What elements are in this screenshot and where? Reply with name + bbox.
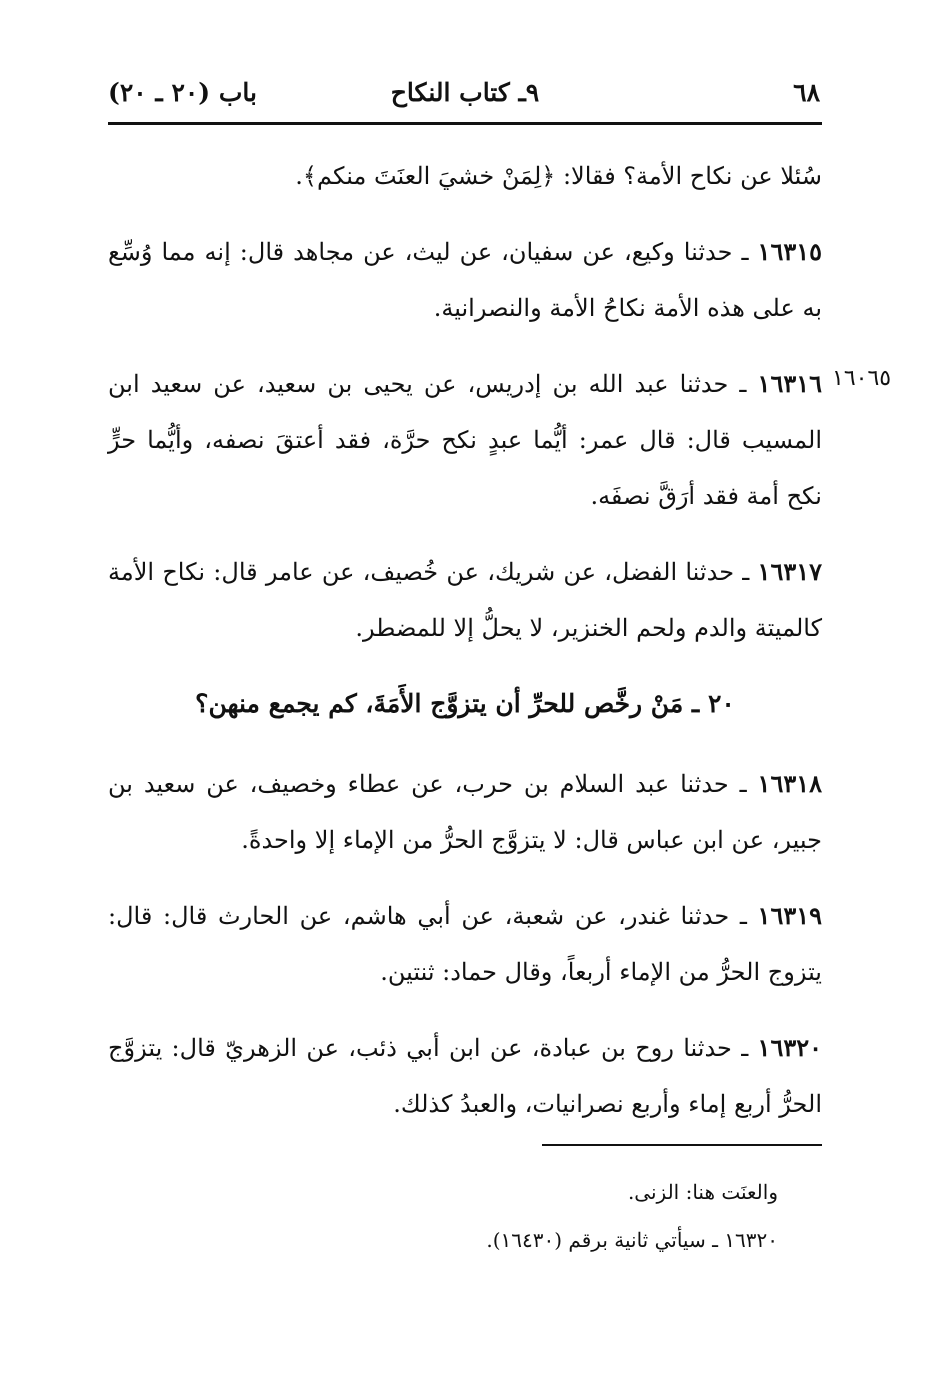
hadith-number: ١٦٣١٦ (757, 369, 822, 398)
hadith-16319 (108, 888, 822, 1000)
chapter-heading: ٢٠ ـ مَنْ رخَّص للحرِّ أن يتزوَّج الأَمَةَ، كم يجمع منهن؟ (195, 689, 735, 718)
section-reference: باب (٢٠ ـ ٢٠) (108, 78, 257, 107)
hadith-16316 (108, 356, 822, 524)
hadith-16315 (108, 224, 822, 336)
footnote-2: ١٦٣٢٠ ـ سيأتي ثانية برقم (١٦٤٣٠). (486, 1228, 778, 1252)
intro-paragraph: سُئلا عن نكاح الأمة؟ فقالا: ﴿لِمَنْ خشيَ العنَتَ منكم﴾. (295, 162, 822, 190)
hadith-number: ١٦٣٢٠ (757, 1033, 822, 1062)
hadith-number: ١٦٣١٨ (757, 769, 822, 798)
main-text (108, 148, 822, 1152)
hadith-16320 (108, 1020, 822, 1132)
page-number: ٦٨ (793, 78, 820, 107)
hadith-text: ـ حدثنا عبد الله بن إدريس، عن يحيى بن سعيد، عن سعيد ابن المسيب قال: قال عمر: أيُّما عبدٍ نكح حرَّة، فقد أعتقَ نصفه، وأيُّما حرٍّ نكح أمة فقد أرَقَّ نصفَه. (108, 370, 822, 510)
footnotes (178, 1168, 778, 1264)
hadith-number: ١٦٣١٩ (757, 901, 822, 930)
hadith-16318 (108, 756, 822, 868)
hadith-number: ١٦٣١٧ (757, 557, 822, 586)
hadith-text: ـ حدثنا عبد السلام بن حرب، عن عطاء وخصيف، عن سعيد بن جبير، عن ابن عباس قال: لا يتزوَّج الحرُّ من الإماء إلا واحدةً. (108, 770, 822, 854)
hadith-number: ١٦٣١٥ (757, 237, 822, 266)
chapter-title: ٩ـ كتاب النكاح (390, 78, 540, 107)
hadith-text: ـ حدثنا وكيع، عن سفيان، عن ليث، عن مجاهد قال: إنه مما وُسِّع به على هذه الأمة نكاحُ الأمة والنصرانية. (108, 238, 822, 322)
hadith-text: ـ حدثنا روح بن عبادة، عن ابن أبي ذئب، عن الزهريّ قال: يتزوَّج الحرُّ أربع إماء وأربع نصرانيات، والعبدُ كذلك. (108, 1034, 822, 1118)
margin-number: ١٦٠٦٥ (832, 366, 892, 391)
hadith-text: ـ حدثنا غندر، عن شعبة، عن أبي هاشم، عن الحارث قال: قال: يتزوج الحرُّ من الإماء أربعاً، وقال حماد: ثنتين. (108, 902, 822, 986)
hadith-text: ـ حدثنا الفضل، عن شريك، عن خُصيف، عن عامر قال: نكاح الأمة كالميتة والدم ولحم الخنزير، لا يحلُّ إلا للمضطر. (108, 558, 822, 642)
footnote-1: والعنَت هنا: الزنى. (627, 1180, 778, 1204)
header-rule (108, 122, 822, 125)
hadith-16317 (108, 544, 822, 656)
footnote-rule (542, 1144, 822, 1146)
page-header (108, 78, 822, 118)
